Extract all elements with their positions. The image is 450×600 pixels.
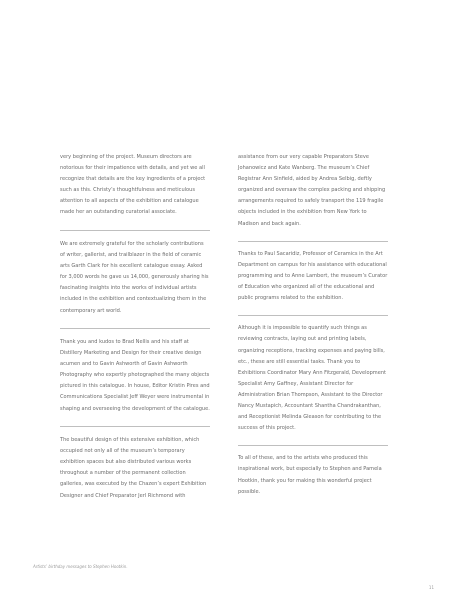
paragraph-exhibition-design: The beautiful design of this extensive exhibition, which occupied not only all of the museum’s temporary exhibition spaces but also distributed various works throughout a number of the permanent collection galleries, was executed by the Chazen’s expert Exhibition Designer and Chief Preparator Jerl Richmond with — [60, 437, 207, 499]
paragraph-divider — [60, 230, 210, 231]
paragraph-divider — [238, 315, 388, 316]
paragraph-divider — [60, 426, 210, 427]
paragraph-divider — [60, 328, 210, 329]
paragraph-divider — [238, 445, 388, 446]
paragraph-divider — [238, 241, 388, 242]
paragraph-education: Thanks to Paul Sacaridiz, Professor of Ceramics in the Art Department on campus for his assistance with educational programming and to Anne Lambert, the museum’s Curator of Education who organized all of the educational and public programs related to the exhibition. — [238, 250, 388, 302]
paragraph-design-photography: Thank you and kudos to Brad Nellis and his staff at Distillery Marketing and Design for their creative design acumen and to Gavin Ashworth of Gavin Ashworth Photography who expertly photographed the many objects pictured in this catalogue. In house, Editor Kristin Pires and Communications Specialist Jeff Weyer were instrumental in shaping and overseeing the development of the catalogue. — [60, 339, 210, 412]
left-column — [60, 152, 210, 513]
paragraph-preparators: assistance from our very capable Preparators Steve Johanowicz and Kate Wanberg. The museum’s Chief Registrar Ann Sinfield, aided by Andrea Selbig, deftly organized and oversaw the complex packing and shipping arrangements required to safely transport the 119 fragile objects included in the exhibition from New York to Madison and back again. — [238, 154, 386, 227]
paragraph-garth-clark: We are extremely grateful for the scholarly contributions of writer, gallerist, and trailblazer in the field of ceramic arts Garth Clark for his excellent catalogue essay. Asked for 3,000 words he gave us 14,000, generously sharing his fascinating insights into the works of individual artists included in the exhibition and contextualizing them in the contemporary art world. — [60, 240, 209, 314]
right-column — [238, 152, 388, 509]
footer-caption: Artists’ birthday messages to Stephen Hootkin. — [33, 564, 128, 569]
paragraph-directors: very beginning of the project. Museum directors are notorious for their impatience with details, and yet we all recognize that details are the key ingredients of a project such as this. Christy’s thoughtfulness and meticulous attention to all aspects of the exhibition and catalogue made her an outstanding curatorial associate. — [60, 154, 206, 216]
paragraph-closing-thanks: To all of these, and to the artists who produced this inspirational work, but especially to Stephen and Pamela Hootkin, thank you for making this wonderful project possible. — [238, 455, 382, 495]
paragraph-staff-thanks: Although it is impossible to quantify such things as reviewing contracts, laying out and printing labels, organizing receptions, tracking expenses and paying bills, etc., these are still essential tasks. Thank you to Exhibitions Coordinator Mary Ann Fitzgerald, Development Specialist Amy Gaffney, Assistant Director for Administration Brian Thompson, Assistant to the Director Nancy Mustapich, Accountant Shantha Chandrakanthan, and Receptionist Melinda Gleason for contributing to the success of this project. — [238, 325, 387, 432]
page-number: 11 — [428, 585, 434, 590]
